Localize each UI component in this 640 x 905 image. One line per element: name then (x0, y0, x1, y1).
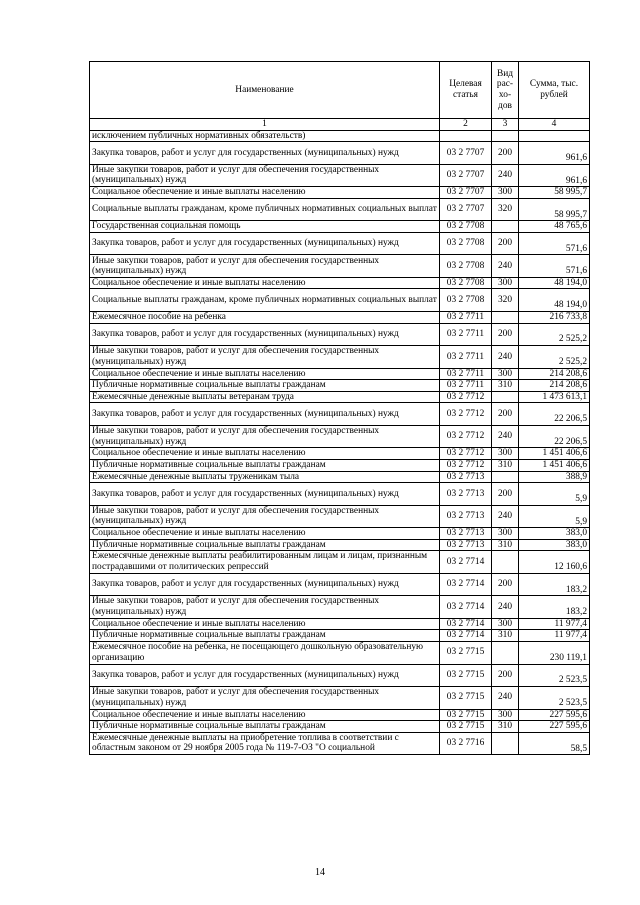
cell-code: 03 2 7707 (440, 187, 492, 199)
cell-sum: 12 160,6 (519, 551, 590, 574)
cell-code: 03 2 7715 (440, 642, 492, 665)
cell-code: 03 2 7713 (440, 483, 492, 506)
cell-type: 310 (492, 539, 519, 551)
table-row (90, 618, 590, 630)
cell-type: 310 (492, 721, 519, 733)
cell-code: 03 2 7707 (440, 164, 492, 187)
table-row (90, 664, 590, 687)
cell-code: 03 2 7714 (440, 596, 492, 619)
cell-code (440, 130, 492, 142)
table-row (90, 164, 590, 187)
cell-sum: 961,6 (519, 142, 590, 165)
cell-sum: 11 977,4 (519, 618, 590, 630)
cell-sum: 5,9 (519, 483, 590, 506)
table-row (90, 130, 590, 142)
cell-sum: 230 119,1 (519, 642, 590, 665)
cell-code: 03 2 7711 (440, 311, 492, 323)
cell-name: Закупка товаров, работ и услуг для государственных (муниципальных) нужд (90, 573, 440, 596)
cell-code: 03 2 7715 (440, 721, 492, 733)
table-row (90, 380, 590, 392)
cell-name: Иные закупки товаров, работ и услуг для обеспечения государственных (муниципальных) нужд (90, 505, 440, 528)
cell-name: Социальное обеспечение и иные выплаты населению (90, 528, 440, 540)
cell-type: 300 (492, 277, 519, 289)
cell-code: 03 2 7712 (440, 391, 492, 403)
cell-type: 300 (492, 709, 519, 721)
cell-type: 240 (492, 596, 519, 619)
cell-sum: 22 206,5 (519, 403, 590, 426)
cell-code: 03 2 7712 (440, 448, 492, 460)
header-type: Вид рас-хо-дов (492, 62, 519, 119)
cell-type (492, 221, 519, 233)
cell-code: 03 2 7712 (440, 459, 492, 471)
budget-table (89, 61, 590, 755)
cell-sum (519, 130, 590, 142)
cell-type: 300 (492, 448, 519, 460)
cell-type: 200 (492, 403, 519, 426)
cell-name: Социальные выплаты гражданам, кроме публичных нормативных социальных выплат (90, 198, 440, 221)
table-row (90, 642, 590, 665)
cell-name: Закупка товаров, работ и услуг для государственных (муниципальных) нужд (90, 232, 440, 255)
table-row (90, 198, 590, 221)
cell-sum: 11 977,4 (519, 630, 590, 642)
cell-sum: 388,9 (519, 471, 590, 483)
cell-type: 200 (492, 142, 519, 165)
cell-type: 300 (492, 368, 519, 380)
cell-code: 03 2 7712 (440, 403, 492, 426)
table-row (90, 323, 590, 346)
cell-name: Иные закупки товаров, работ и услуг для обеспечения государственных (муниципальных) нужд (90, 346, 440, 369)
cell-sum: 48 194,0 (519, 289, 590, 312)
table-row (90, 551, 590, 574)
cell-name: Публичные нормативные социальные выплаты гражданам (90, 380, 440, 392)
cell-code: 03 2 7713 (440, 505, 492, 528)
cell-sum: 383,0 (519, 528, 590, 540)
cell-code: 03 2 7715 (440, 664, 492, 687)
cell-name: Иные закупки товаров, работ и услуг для обеспечения государственных (муниципальных) нужд (90, 687, 440, 710)
header-code: Целевая статья (440, 62, 492, 119)
cell-name: Иные закупки товаров, работ и услуг для обеспечения государственных (муниципальных) нужд (90, 164, 440, 187)
cell-code: 03 2 7713 (440, 539, 492, 551)
cell-sum: 58 995,7 (519, 198, 590, 221)
cell-sum: 1 473 613,1 (519, 391, 590, 403)
table-row (90, 289, 590, 312)
cell-sum: 5,9 (519, 505, 590, 528)
cell-name: исключением публичных нормативных обязательств) (90, 130, 440, 142)
cell-type: 300 (492, 528, 519, 540)
cell-sum: 961,6 (519, 164, 590, 187)
table-row (90, 232, 590, 255)
cell-type: 200 (492, 483, 519, 506)
cell-name: Закупка товаров, работ и услуг для государственных (муниципальных) нужд (90, 323, 440, 346)
cell-type (492, 311, 519, 323)
table-row (90, 630, 590, 642)
table-row (90, 403, 590, 426)
cell-name: Закупка товаров, работ и услуг для государственных (муниципальных) нужд (90, 142, 440, 165)
table-row (90, 277, 590, 289)
cell-sum: 227 595,6 (519, 709, 590, 721)
table-row (90, 687, 590, 710)
colnum-4: 4 (519, 119, 590, 131)
cell-name: Иные закупки товаров, работ и услуг для обеспечения государственных (муниципальных) нужд (90, 596, 440, 619)
cell-name: Ежемесячные денежные выплаты реабилитированным лицам и лицам, признанным пострадавшими от политических репрессий (90, 551, 440, 574)
table-row (90, 221, 590, 233)
table-row (90, 459, 590, 471)
cell-code: 03 2 7708 (440, 255, 492, 278)
cell-sum: 2 523,5 (519, 664, 590, 687)
cell-sum: 48 765,6 (519, 221, 590, 233)
cell-name: Ежемесячные денежные выплаты на приобретение топлива в соответствии с областным законом от 29 ноября 2005 года № 119-7-ОЗ "О социальной (90, 732, 440, 755)
table-row (90, 187, 590, 199)
colnum-1: 1 (90, 119, 440, 131)
cell-type: 310 (492, 630, 519, 642)
cell-code: 03 2 7716 (440, 732, 492, 755)
cell-sum: 2 523,5 (519, 687, 590, 710)
cell-sum: 58,5 (519, 732, 590, 755)
cell-name: Социальное обеспечение и иные выплаты населению (90, 368, 440, 380)
cell-code: 03 2 7711 (440, 368, 492, 380)
table-row (90, 732, 590, 755)
cell-type: 300 (492, 618, 519, 630)
cell-type: 200 (492, 573, 519, 596)
cell-code: 03 2 7711 (440, 323, 492, 346)
table-row (90, 505, 590, 528)
cell-type: 200 (492, 664, 519, 687)
cell-code: 03 2 7713 (440, 471, 492, 483)
cell-name: Социальное обеспечение и иные выплаты населению (90, 187, 440, 199)
cell-name: Иные закупки товаров, работ и услуг для обеспечения государственных (муниципальных) нужд (90, 255, 440, 278)
cell-sum: 183,2 (519, 596, 590, 619)
table-row (90, 596, 590, 619)
cell-type: 320 (492, 289, 519, 312)
cell-type (492, 642, 519, 665)
table-row (90, 425, 590, 448)
cell-type: 310 (492, 380, 519, 392)
cell-code: 03 2 7713 (440, 528, 492, 540)
cell-name: Иные закупки товаров, работ и услуг для обеспечения государственных (муниципальных) нужд (90, 425, 440, 448)
cell-sum: 2 525,2 (519, 323, 590, 346)
cell-sum: 227 595,6 (519, 721, 590, 733)
table-row (90, 573, 590, 596)
cell-code: 03 2 7711 (440, 346, 492, 369)
page-number: 14 (315, 867, 325, 878)
table-row (90, 346, 590, 369)
cell-name: Ежемесячные денежные выплаты труженикам тыла (90, 471, 440, 483)
cell-code: 03 2 7714 (440, 573, 492, 596)
cell-type: 200 (492, 323, 519, 346)
table-row (90, 528, 590, 540)
cell-name: Социальные выплаты гражданам, кроме публичных нормативных социальных выплат (90, 289, 440, 312)
cell-code: 03 2 7715 (440, 709, 492, 721)
cell-sum: 1 451 406,6 (519, 459, 590, 471)
cell-sum: 48 194,0 (519, 277, 590, 289)
colnum-2: 2 (440, 119, 492, 131)
cell-code: 03 2 7707 (440, 198, 492, 221)
cell-code: 03 2 7708 (440, 289, 492, 312)
cell-type (492, 391, 519, 403)
cell-name: Публичные нормативные социальные выплаты гражданам (90, 630, 440, 642)
cell-type (492, 732, 519, 755)
cell-type (492, 130, 519, 142)
cell-type: 240 (492, 255, 519, 278)
cell-name: Ежемесячное пособие на ребенка (90, 311, 440, 323)
cell-sum: 58 995,7 (519, 187, 590, 199)
cell-name: Закупка товаров, работ и услуг для государственных (муниципальных) нужд (90, 664, 440, 687)
column-number-row (90, 119, 590, 131)
cell-sum: 214 208,6 (519, 380, 590, 392)
table-row (90, 448, 590, 460)
cell-type (492, 551, 519, 574)
cell-sum: 22 206,5 (519, 425, 590, 448)
cell-type: 310 (492, 459, 519, 471)
cell-name: Закупка товаров, работ и услуг для государственных (муниципальных) нужд (90, 403, 440, 426)
table-row (90, 539, 590, 551)
cell-name: Социальное обеспечение и иные выплаты населению (90, 618, 440, 630)
cell-type: 200 (492, 232, 519, 255)
cell-code: 03 2 7714 (440, 551, 492, 574)
cell-sum: 183,2 (519, 573, 590, 596)
cell-sum: 571,6 (519, 255, 590, 278)
colnum-3: 3 (492, 119, 519, 131)
cell-type: 240 (492, 425, 519, 448)
cell-type: 240 (492, 164, 519, 187)
cell-sum: 571,6 (519, 232, 590, 255)
cell-name: Публичные нормативные социальные выплаты гражданам (90, 721, 440, 733)
cell-code: 03 2 7712 (440, 425, 492, 448)
cell-name: Закупка товаров, работ и услуг для государственных (муниципальных) нужд (90, 483, 440, 506)
header-name: Наименование (90, 62, 440, 119)
cell-sum: 383,0 (519, 539, 590, 551)
table-row (90, 368, 590, 380)
cell-type: 240 (492, 505, 519, 528)
table-row (90, 721, 590, 733)
cell-sum: 1 451 406,6 (519, 448, 590, 460)
cell-code: 03 2 7714 (440, 618, 492, 630)
table-row (90, 709, 590, 721)
cell-type: 300 (492, 187, 519, 199)
header-sum: Сумма, тыс. рублей (519, 62, 590, 119)
cell-name: Ежемесячное пособие на ребенка, не посещающего дошкольную образовательную организацию (90, 642, 440, 665)
cell-type (492, 471, 519, 483)
table-row (90, 471, 590, 483)
table-row (90, 391, 590, 403)
table-row (90, 142, 590, 165)
cell-name: Ежемесячные денежные выплаты ветеранам труда (90, 391, 440, 403)
cell-name: Социальное обеспечение и иные выплаты населению (90, 277, 440, 289)
cell-name: Государственная социальная помощь (90, 221, 440, 233)
cell-code: 03 2 7714 (440, 630, 492, 642)
cell-code: 03 2 7711 (440, 380, 492, 392)
table-row (90, 311, 590, 323)
cell-type: 240 (492, 687, 519, 710)
table-body (90, 130, 590, 755)
cell-code: 03 2 7708 (440, 232, 492, 255)
table-row (90, 483, 590, 506)
table-row (90, 255, 590, 278)
cell-name: Социальное обеспечение и иные выплаты населению (90, 709, 440, 721)
cell-type: 320 (492, 198, 519, 221)
cell-code: 03 2 7707 (440, 142, 492, 165)
cell-sum: 2 525,2 (519, 346, 590, 369)
cell-sum: 214 208,6 (519, 368, 590, 380)
cell-code: 03 2 7715 (440, 687, 492, 710)
cell-code: 03 2 7708 (440, 277, 492, 289)
table-header-row (90, 62, 590, 119)
cell-name: Социальное обеспечение и иные выплаты населению (90, 448, 440, 460)
cell-sum: 216 733,8 (519, 311, 590, 323)
cell-name: Публичные нормативные социальные выплаты гражданам (90, 459, 440, 471)
cell-code: 03 2 7708 (440, 221, 492, 233)
cell-name: Публичные нормативные социальные выплаты гражданам (90, 539, 440, 551)
cell-type: 240 (492, 346, 519, 369)
